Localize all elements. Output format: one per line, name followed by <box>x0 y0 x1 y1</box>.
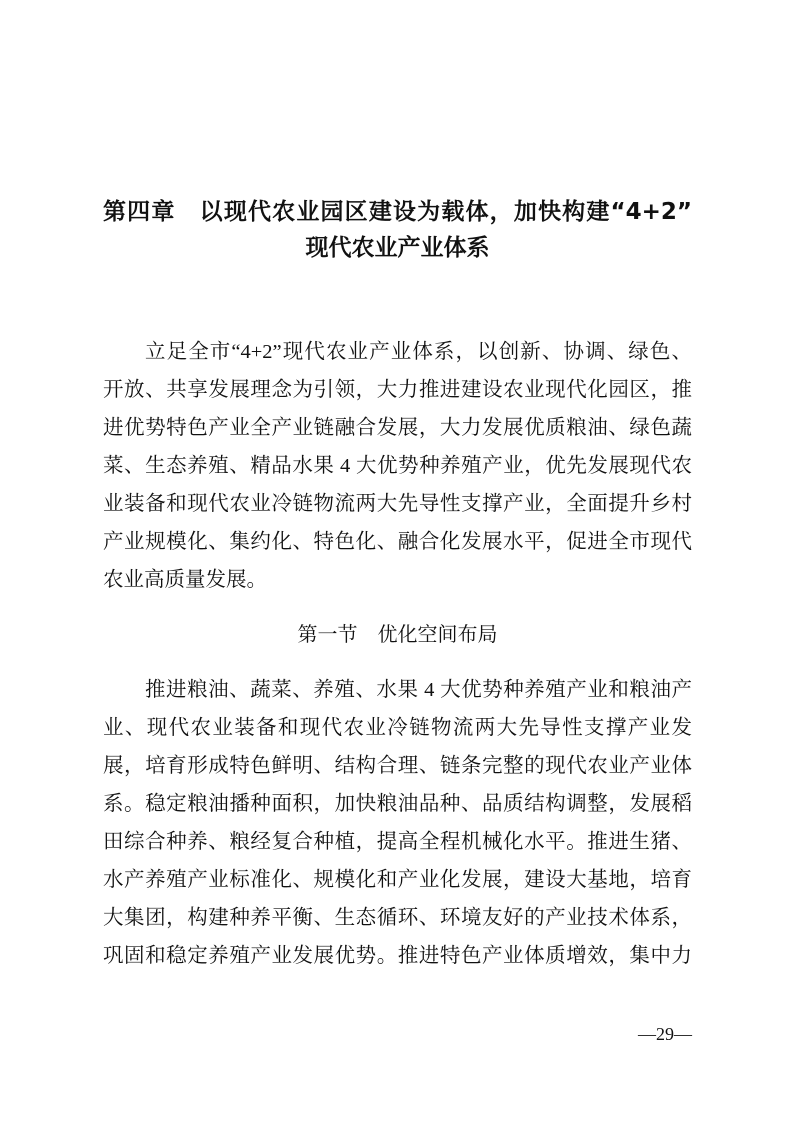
intro-paragraph <box>103 333 692 599</box>
intro-line: 业装备和现代农业冷链物流两大先导性支撑产业，全面提升乡村 <box>103 493 692 515</box>
section-line: 田综合种养、粮经复合种植，提高全程机械化水平。推进生猪、 <box>103 831 692 853</box>
page-number: —29— <box>638 1024 692 1044</box>
section-line: 大集团，构建种养平衡、生态循环、环境友好的产业技术体系， <box>103 907 692 929</box>
section-line: 水产养殖产业标准化、规模化和产业化发展，建设大基地，培育 <box>103 869 692 891</box>
section-line: 推进粮油、蔬菜、养殖、水果 4 大优势种养殖产业和粮油产 <box>145 679 692 701</box>
intro-line: 农业高质量发展。 <box>103 569 267 591</box>
intro-line: 开放、共享发展理念为引领，大力推进建设农业现代化园区，推 <box>103 379 692 401</box>
section-line: 系。稳定粮油播种面积，加快粮油品种、品质结构调整，发展稻 <box>103 793 692 815</box>
section-line: 业、现代农业装备和现代农业冷链物流两大先导性支撑产业发 <box>103 717 692 739</box>
section-paragraph <box>103 671 692 975</box>
section-heading <box>103 615 692 653</box>
intro-line: 立足全市“4+2”现代农业产业体系，以创新、协调、绿色、 <box>145 341 692 363</box>
chapter-title <box>103 194 692 266</box>
intro-line: 菜、生态养殖、精品水果 4 大优势种养殖产业，优先发展现代农 <box>103 455 692 477</box>
chapter-title-line-2: 现代农业产业体系 <box>305 235 490 261</box>
intro-line: 进优势特色产业全产业链融合发展，大力发展优质粮油、绿色蔬 <box>103 417 692 439</box>
intro-line: 产业规模化、集约化、特色化、融合化发展水平，促进全市现代 <box>103 531 692 553</box>
chapter-title-line-1: 第四章 以现代农业园区建设为载体，加快构建“4+2” <box>103 199 692 225</box>
section-line: 巩固和稳定养殖产业发展优势。推进特色产业体质增效，集中力 <box>103 945 692 967</box>
section-line: 展，培育形成特色鲜明、结构合理、链条完整的现代农业产业体 <box>103 755 692 777</box>
section-title: 第一节 优化空间布局 <box>297 622 498 646</box>
